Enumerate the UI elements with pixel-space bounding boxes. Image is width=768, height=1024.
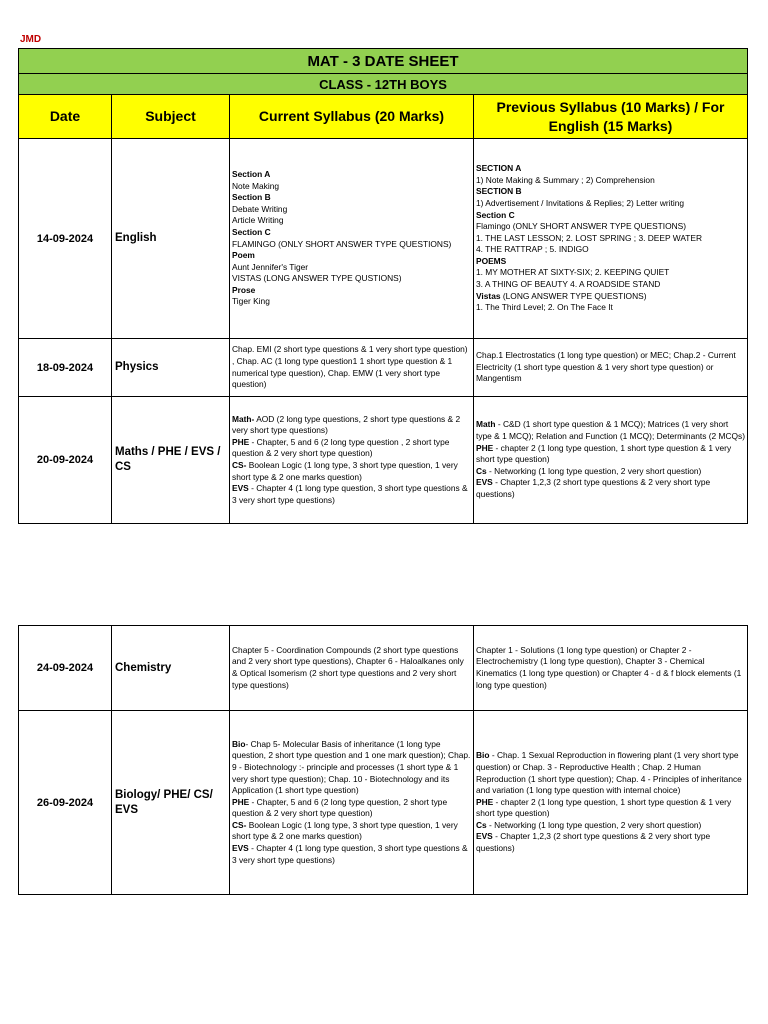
subject-column-header: Subject: [112, 95, 230, 139]
syllabus-line: [476, 419, 745, 442]
syllabus-line-text: Section C: [476, 209, 515, 220]
syllabus-line: [476, 443, 745, 466]
syllabus-line-text: Math-: [232, 413, 255, 424]
syllabus-line-detail: - Networking (1 long type question, 2 very short question): [486, 465, 702, 476]
syllabus-line-detail: (LONG ANSWER TYPE QUESTIONS): [500, 290, 647, 301]
syllabus-line-detail: - Chapter 4 (1 long type question, 3 short type questions & 3 very short type questions): [232, 843, 468, 865]
sheet-title: MAT - 3 DATE SHEET: [19, 49, 748, 74]
syllabus-line-text: 1. THE LAST LESSON; 2. LOST SPRING ; 3. DEEP WATER: [476, 232, 703, 243]
syllabus-line-text: Vistas: [476, 290, 501, 301]
syllabus-line: [232, 739, 471, 797]
current-syllabus-column-header: Current Syllabus (20 Marks): [230, 95, 474, 139]
syllabus-line-text: Debate Writing: [232, 203, 288, 214]
syllabus-line-text: Flamingo (ONLY SHORT ANSWER TYPE QUESTIONS): [476, 221, 687, 232]
syllabus-line-text: EVS: [232, 843, 249, 854]
syllabus-line-detail: Boolean Logic (1 long type, 3 short type question, 1 very short type & 2 one marks question): [232, 819, 458, 842]
exam-subject: English: [112, 139, 230, 339]
syllabus-line: [232, 437, 471, 460]
syllabus-line-text: CS-: [232, 460, 247, 470]
table-row: [19, 626, 748, 711]
exam-date: 18-09-2024: [19, 339, 112, 397]
syllabus-line-text: 1. MY MOTHER AT SIXTY-SIX; 2. KEEPING QUIET: [476, 267, 670, 278]
syllabus-line-text: VISTAS (LONG ANSWER TYPE QUSTIONS): [232, 273, 402, 284]
syllabus-line-text: Prose: [232, 284, 256, 295]
school-tag: JMD: [20, 34, 42, 45]
syllabus-line-text: Tiger King: [232, 296, 270, 307]
syllabus-line: [476, 466, 745, 478]
exam-date: 26-09-2024: [19, 711, 112, 895]
table-row: [19, 711, 748, 895]
exam-date: 20-09-2024: [19, 397, 112, 524]
current-syllabus: [230, 139, 474, 339]
syllabus-line: [476, 198, 745, 210]
syllabus-line-text: PHE: [476, 796, 494, 807]
syllabus-line-text: SECTION A: [476, 163, 522, 174]
syllabus-line: [476, 645, 745, 691]
table-row: [19, 139, 748, 339]
syllabus-line: [232, 344, 471, 390]
syllabus-line: [476, 186, 745, 198]
syllabus-line-detail: - Chapter 4 (1 long type question, 3 short type questions & 3 very short type questions): [232, 483, 468, 505]
syllabus-line-text: POEMS: [476, 255, 507, 266]
syllabus-line: [476, 233, 745, 245]
syllabus-line: [232, 483, 471, 506]
exam-subject: Maths / PHE / EVS / CS: [112, 397, 230, 524]
syllabus-line-text: Bio: [232, 738, 246, 749]
class-row: [19, 74, 748, 95]
table-row: [19, 339, 748, 397]
syllabus-line-text: 1) Advertisement / Invitations & Replies; 2) Letter writing: [476, 197, 685, 208]
syllabus-line-text: 1) Note Making & Summary ; 2) Comprehension: [476, 174, 655, 185]
syllabus-line-detail: AOD (2 long type questions, 2 short type questions & 2 very short type questions): [232, 413, 461, 436]
syllabus-line: [476, 163, 745, 175]
syllabus-line: [476, 256, 745, 268]
date-sheet-table-continued: [18, 625, 748, 895]
title-row: [19, 49, 748, 74]
syllabus-line: [476, 244, 745, 256]
syllabus-line-text: Section C: [232, 226, 271, 237]
syllabus-line: [476, 350, 745, 385]
syllabus-line-text: Chapter 1 - Solutions (1 long type question) or Chapter 2 - Electrochemistry (1 long type question), Chapter 3 - Chemical Kinematics (1 long type question) or Chapter 4 - d & f block elements (1 long type question): [476, 644, 742, 690]
syllabus-line-text: SECTION B: [476, 186, 522, 197]
syllabus-line-detail: - Chap. 1 Sexual Reproduction in flowering plant (1 very short type question) or Chap. 3 - Reproductive Health ; Chap. 2 Human Reproduction (1 short type question); Chap. 4 - Principles of inheritance and variation (1 long type question with internal choice): [476, 750, 742, 796]
column-header-row: [19, 95, 748, 139]
syllabus-line: [232, 215, 471, 227]
syllabus-line-text: Cs: [476, 465, 487, 476]
previous-syllabus: [474, 626, 748, 711]
syllabus-line-text: 3. A THING OF BEAUTY 4. A ROADSIDE STAND: [476, 279, 661, 290]
syllabus-line-text: Poem: [232, 250, 255, 261]
syllabus-line: [232, 820, 471, 843]
syllabus-line: [232, 169, 471, 181]
syllabus-line-text: Chap.1 Electrostatics (1 long type question) or MEC; Chap.2 - Current Electricity (1 short type question & 1 very short type question) or Mangentism: [476, 350, 736, 384]
syllabus-line-text: Chapter 5 - Coordination Compounds (2 short type questions and 2 very short type questions), Chapter 6 - Haloalkanes only & Optical Isomerism (2 short type questions and 2 very short type questions): [232, 644, 464, 690]
syllabus-line: [476, 831, 745, 854]
syllabus-line: [476, 210, 745, 222]
syllabus-line: [232, 797, 471, 820]
syllabus-line: [232, 285, 471, 297]
syllabus-line-text: Section A: [232, 168, 271, 179]
syllabus-line-text: Article Writing: [232, 215, 284, 226]
exam-subject: Physics: [112, 339, 230, 397]
syllabus-line-text: EVS: [232, 483, 249, 494]
syllabus-line: [232, 414, 471, 437]
table-row: [19, 397, 748, 524]
syllabus-line-detail: - C&D (1 short type question & 1 MCQ); Matrices (1 very short type & 1 MCQ); Relation and Function (1 MCQ); Determinants (2 MCQs): [476, 419, 746, 442]
syllabus-line: [232, 273, 471, 285]
syllabus-line-text: Cs: [476, 819, 487, 830]
current-syllabus: [230, 711, 474, 895]
syllabus-line-text: Section B: [232, 192, 271, 203]
syllabus-line: [476, 750, 745, 796]
syllabus-line-text: FLAMINGO (ONLY SHORT ANSWER TYPE QUESTIONS): [232, 238, 452, 249]
current-syllabus: [230, 339, 474, 397]
syllabus-line-detail: - Networking (1 long type question, 2 very short question): [486, 819, 702, 830]
exam-subject: Chemistry: [112, 626, 230, 711]
syllabus-line-detail: - chapter 2 (1 long type question, 1 short type question & 1 very short type question): [476, 442, 732, 465]
syllabus-line-text: Chap. EMI (2 short type questions & 1 very short type question) , Chap. AC (1 long type question1 1 short type question & 1 numerical type question), Chap. EMW (1 very short type question): [232, 344, 468, 390]
syllabus-line: [232, 250, 471, 262]
syllabus-line-text: PHE: [232, 796, 250, 807]
syllabus-line-detail: - Chapter 1,2,3 (2 short type questions & 2 very short type questions): [476, 477, 711, 499]
syllabus-line: [232, 262, 471, 274]
syllabus-line: [476, 267, 745, 279]
syllabus-line-detail: Boolean Logic (1 long type, 3 short type question, 1 very short type & 2 one marks question): [232, 460, 458, 482]
syllabus-line-detail: - Chapter 1,2,3 (2 short type questions & 2 very short type questions): [476, 831, 711, 854]
syllabus-line: [232, 192, 471, 204]
previous-syllabus: [474, 139, 748, 339]
syllabus-line-text: Math: [476, 419, 496, 430]
syllabus-line-text: PHE: [232, 436, 250, 447]
syllabus-line-text: EVS: [476, 831, 493, 842]
class-label: CLASS - 12TH BOYS: [19, 74, 748, 95]
syllabus-line-text: PHE: [476, 442, 494, 453]
syllabus-line: [232, 460, 471, 483]
syllabus-line-text: 1. The Third Level; 2. On The Face It: [476, 302, 613, 313]
syllabus-line: [232, 645, 471, 691]
syllabus-line-text: Aunt Jennifer's Tiger: [232, 261, 309, 272]
exam-date: 14-09-2024: [19, 139, 112, 339]
syllabus-line: [476, 221, 745, 233]
syllabus-line: [232, 296, 471, 308]
previous-syllabus: [474, 339, 748, 397]
syllabus-line-text: EVS: [476, 477, 493, 488]
date-sheet-table: [18, 48, 748, 524]
previous-syllabus: [474, 711, 748, 895]
previous-syllabus-column-header: Previous Syllabus (10 Marks) / For English (15 Marks): [474, 95, 748, 139]
exam-date: 24-09-2024: [19, 626, 112, 711]
syllabus-line-detail: - Chapter, 5 and 6 (2 long type question , 2 short type question & 2 very short type question): [232, 436, 450, 459]
syllabus-line-text: Note Making: [232, 180, 280, 191]
syllabus-line: [232, 843, 471, 866]
exam-subject: Biology/ PHE/ CS/ EVS: [112, 711, 230, 895]
syllabus-line: [232, 227, 471, 239]
syllabus-line: [476, 302, 745, 314]
syllabus-line: [232, 239, 471, 251]
syllabus-line: [476, 820, 745, 832]
syllabus-line: [232, 181, 471, 193]
syllabus-line-text: Bio: [476, 750, 490, 761]
syllabus-line-detail: - chapter 2 (1 long type question, 1 short type question & 1 very short type question): [476, 796, 732, 819]
syllabus-line: [476, 279, 745, 291]
syllabus-line-text: 4. THE RATTRAP ; 5. INDIGO: [476, 244, 589, 255]
syllabus-line-detail: - Chapter, 5 and 6 (2 long type question, 2 short type question & 2 very short type question): [232, 796, 448, 819]
date-column-header: Date: [19, 95, 112, 139]
syllabus-line: [476, 477, 745, 500]
current-syllabus: [230, 626, 474, 711]
syllabus-line-text: CS-: [232, 819, 247, 830]
syllabus-line: [476, 291, 745, 303]
syllabus-line-detail: - Chap 5- Molecular Basis of inheritance (1 long type question, 2 short type question and 1 one mark question); Chap. 9 - Biotechnology :- principle and processes (1 short type & 1 very short type question); Chap. 10 - Biotechnology and its Application (1 short type question): [232, 738, 471, 796]
current-syllabus: [230, 397, 474, 524]
syllabus-line: [232, 204, 471, 216]
syllabus-line: [476, 797, 745, 820]
syllabus-line: [476, 175, 745, 187]
previous-syllabus: [474, 397, 748, 524]
